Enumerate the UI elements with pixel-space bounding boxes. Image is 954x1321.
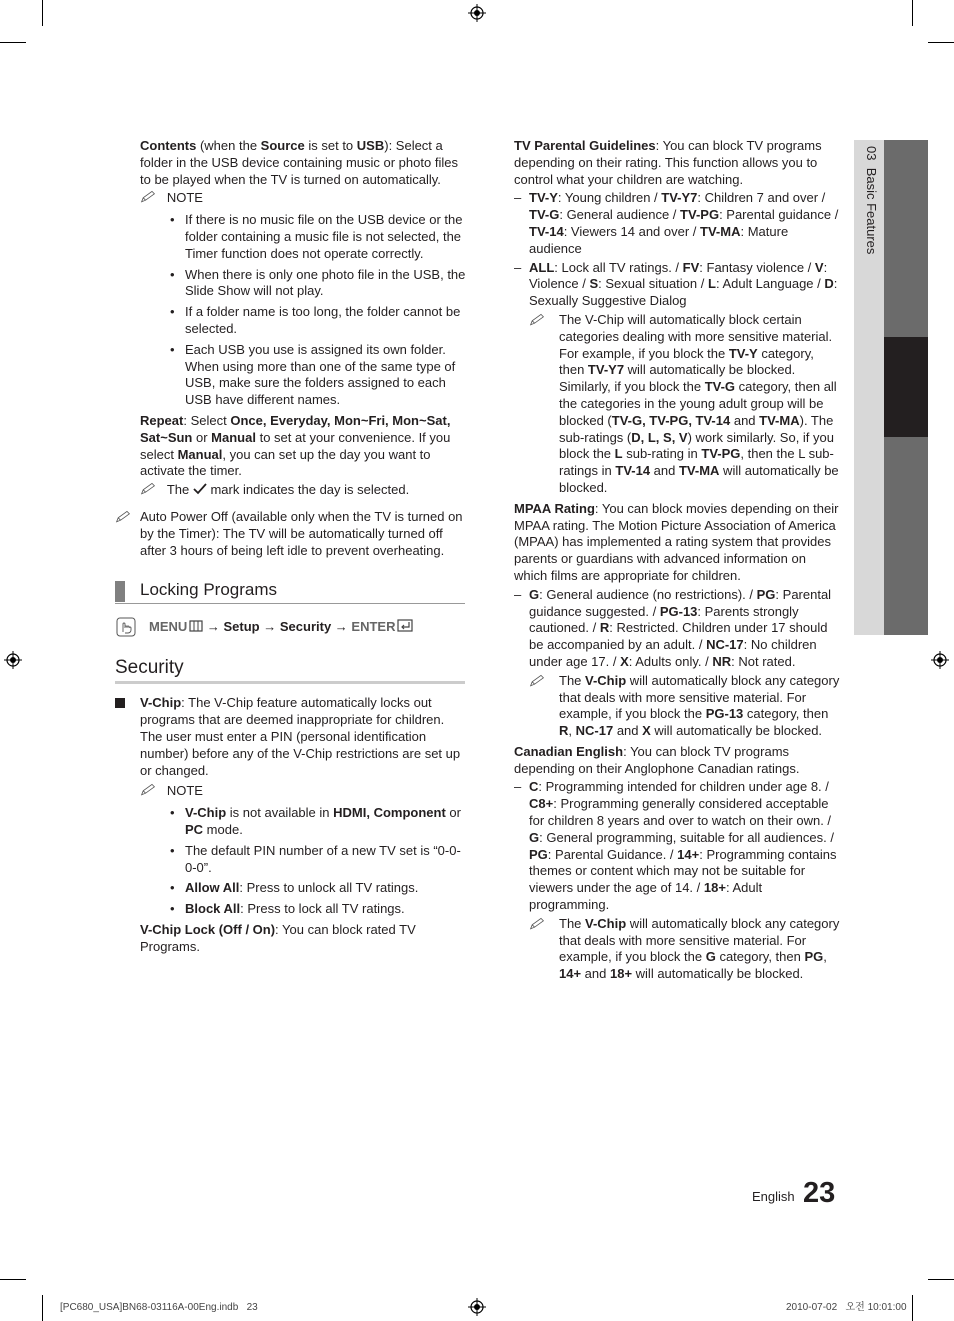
note-header: NOTE	[140, 190, 467, 207]
crop-mark	[912, 1295, 913, 1321]
crop-mark	[912, 0, 913, 26]
square-bullet-icon	[115, 698, 125, 708]
crop-mark	[42, 0, 43, 26]
registration-mark-icon	[931, 651, 949, 669]
note-pencil-icon	[115, 510, 131, 524]
page-number: 23	[803, 1177, 836, 1209]
security-heading-bar	[115, 656, 465, 684]
note-pencil-icon	[140, 482, 156, 496]
list-item: • The default PIN number of a new TV set is “0-0-0-0”.	[170, 843, 467, 877]
vchip-paragraph: V-Chip: The V-Chip feature automatically locks out programs that are deemed inappropriate for children. The user must enter a PIN (personal identification number) before any of the V-Chip restrictions are set up or changed.	[140, 695, 461, 778]
chapter-label: 03 Basic Features	[863, 146, 879, 255]
locking-heading-bar	[115, 579, 465, 604]
tv-parental-guidelines: TV Parental Guidelines: You can block TV programs depending on their rating. This function allows you to control what your children are watching.	[514, 138, 822, 187]
left-column	[115, 138, 467, 955]
auto-power-off-note: Auto Power Off (available only when the TV is turned on by the Timer): The TV will be automatically turned off after 3 hours of being left idle to prevent overheating.	[115, 509, 467, 559]
right-column	[514, 138, 842, 983]
enter-icon	[397, 619, 413, 632]
vchip-lock-paragraph: V-Chip Lock (Off / On): You can block rated TV Programs.	[140, 921, 416, 954]
notes-list	[140, 212, 467, 409]
contents-paragraph: Contents (when the Source is set to USB): Select a folder in the USB device containing music or photo files to be played when the TV is turned on automatically.	[140, 138, 458, 187]
hand-menu-icon	[116, 617, 136, 637]
vchip-section	[115, 695, 467, 955]
crop-mark	[42, 1295, 43, 1321]
rating-item: – TV-Y: Young children / TV-Y7: Children 7 and over / TV-G: General audience / TV-PG: Parental guidance / TV-14: Viewers 14 and over / TV-MA: Mature audience	[514, 190, 842, 257]
note-pencil-icon	[529, 674, 545, 688]
vchip-note: The V-Chip will automatically block certain categories dealing with more sensitive material. For example, if you block the TV-Y category, then TV-Y7 will automatically be blocked. Similarly, if you block the TV-G category, then all the categories in the young adult group will be blocked (TV-G, TV-PG, TV-14 and TV-MA). The sub-ratings (D, L, S, V) work similarly. So, if you block the L sub-rating in TV-PG, then the L sub-ratings in TV-14 and TV-MA will automatically be blocked.	[529, 312, 842, 497]
chapter-tab-active	[884, 337, 928, 437]
list-item: • V-Chip is not available in HDMI, Component or PC mode.	[170, 805, 467, 839]
registration-mark-icon	[468, 1298, 486, 1316]
footer-language: English	[752, 1189, 795, 1204]
canadian-english: Canadian English: You can block TV programs depending on their Anglophone Canadian ratings.	[514, 743, 800, 776]
heading-marker	[115, 581, 125, 602]
list-item: • Block All: Press to lock all TV ratings.	[170, 901, 467, 918]
rating-item: – G: General audience (no restrictions). / PG: Parental guidance suggested. / PG-13: Parents strongly cautioned. / R: Restricted. Children under 17 should be accompanied by an adult. / NC-17: No children under age 17. / X: Adults only. / NR: Not rated.	[514, 587, 842, 671]
file-info: [PC680_USA]BN68-03116A-00Eng.indb 23	[60, 1302, 258, 1313]
rating-item: – C: Programming intended for children under age 8. / C8+: Programming generally considered acceptable for children 8 years and over to watch on their own. / G: General programming, suitable for all audiences. / PG: Parental Guidance. / 14+: Programming contains themes or content which may not be suitable for viewers under the age of 14. / 18+: Adult programming.	[514, 779, 842, 913]
menu-path: MENU → Setup → Security → ENTER	[115, 617, 467, 637]
note-pencil-icon	[529, 313, 545, 327]
note-header: NOTE	[140, 783, 467, 800]
date-info: 2010-07-02 오전 10:01:00	[786, 1302, 907, 1313]
list-item: • If a folder name is too long, the folder cannot be selected.	[170, 304, 467, 338]
mpaa-rating: MPAA Rating: You can block movies depending on their MPAA rating. The Motion Picture Association of America (MPAA) has implemented a rating system that provides parents or guardians with advanced information on which films are appropriate for children.	[514, 500, 839, 583]
registration-mark-icon	[4, 651, 22, 669]
note-pencil-icon	[140, 783, 156, 797]
chapter-tab-block	[884, 437, 928, 635]
registration-mark-icon	[468, 4, 486, 22]
menu-icon	[189, 620, 203, 632]
check-note: The mark indicates the day is selected.	[140, 482, 467, 499]
checkmark-icon	[193, 483, 207, 495]
list-item: • If there is no music file on the USB device or the folder containing a music file is not selected, the Timer function does not operate correctly.	[170, 212, 467, 262]
vchip-note: The V-Chip will automatically block any category that deals with more sensitive material. For example, if you block the PG-13 category, then R, NC-17 and X will automatically be blocked.	[529, 673, 842, 740]
security-heading: Security	[115, 657, 184, 679]
rating-item: – ALL: Lock all TV ratings. / FV: Fantasy violence / V: Violence / S: Sexual situation / L: Adult Language / D: Sexually Suggestive Dialog	[514, 260, 842, 310]
chapter-tab-block	[884, 140, 928, 337]
crop-mark	[928, 42, 954, 43]
crop-mark	[928, 1279, 954, 1280]
note-pencil-icon	[140, 190, 156, 204]
crop-mark	[0, 42, 26, 43]
list-item: • Each USB you use is assigned its own folder. When using more than one of the same type of USB, make sure the folders assigned to each USB have different names.	[170, 342, 467, 409]
locking-programs-heading: Locking Programs	[140, 580, 278, 600]
list-item: • Allow All: Press to unlock all TV ratings.	[170, 880, 467, 897]
note-pencil-icon	[529, 917, 545, 931]
repeat-paragraph: Repeat: Select Once, Everyday, Mon~Fri, Mon~Sat, Sat~Sun or Manual to set at your convenience. If you select Manual, you can set up the day you want to activate the timer.	[140, 412, 451, 479]
vchip-note: The V-Chip will automatically block any category that deals with more sensitive material. For example, if you block the G category, then PG, 14+ and 18+ will automatically be blocked.	[529, 916, 842, 983]
crop-mark	[0, 1279, 26, 1280]
list-item: • When there is only one photo file in the USB, the Slide Show will not play.	[170, 267, 467, 301]
vchip-notes-list	[140, 805, 467, 918]
menu-label: MENU	[149, 619, 188, 635]
